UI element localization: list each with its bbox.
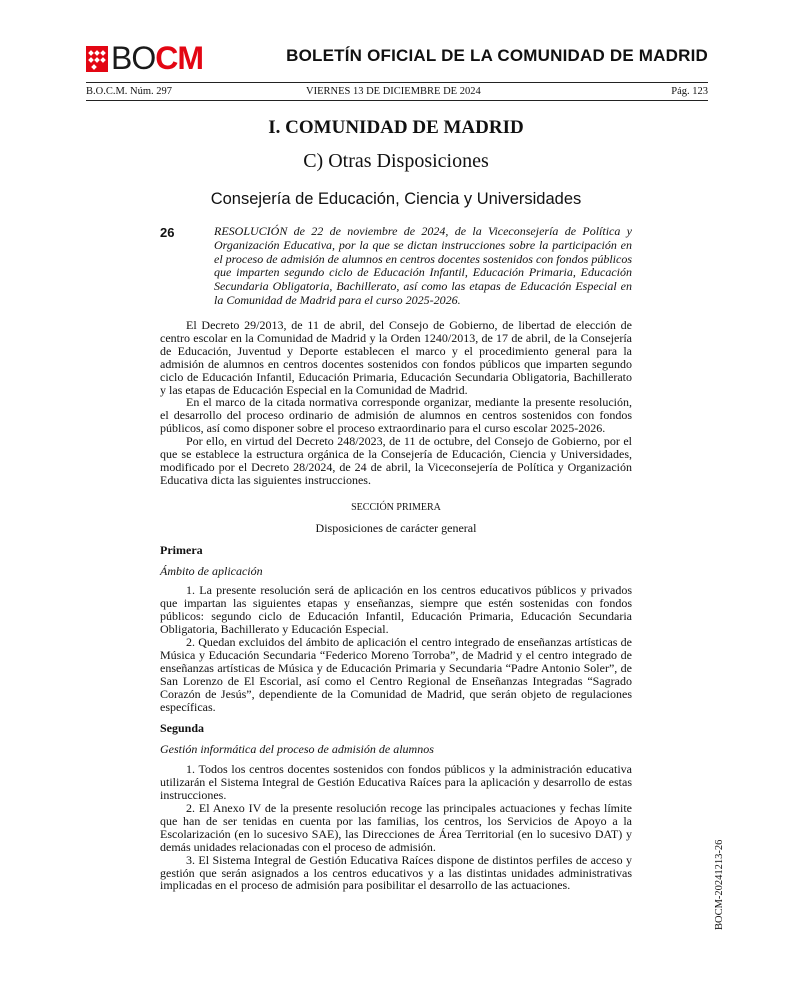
department-heading: Consejería de Educación, Ciencia y Universidades bbox=[210, 190, 582, 208]
section-heading: I. COMUNIDAD DE MADRID bbox=[268, 117, 524, 138]
section-title: Disposiciones de carácter general bbox=[315, 520, 477, 535]
resolution-summary: RESOLUCIÓN de 22 de noviembre de 2024, de la Viceconsejería de Política y Organización Educativa, por la que se dictan instrucciones sobre la participación en el proceso de admisión de alumnos en centros docentes sostenidos con fondos públicos que imparten segundo ciclo de Educación Infantil, Educación Primaria, Educación Secundaria Obligatoria, Bachillerato, así como las etapas de Educación Especial en la Comunidad de Madrid para el curso 2025-2026. bbox=[214, 224, 632, 307]
subsection-heading: C) Otras Disposiciones bbox=[303, 150, 489, 172]
section-label: SECCIÓN PRIMERA bbox=[351, 501, 441, 513]
publication-title: BOLETÍN OFICIAL DE LA COMUNIDAD DE MADRID bbox=[286, 46, 708, 65]
article-paragraph: 1. La presente resolución será de aplicación en los centros educativos públicos y privados que impartan las siguientes etapas y enseñanzas, siempre que estén sostenidas con fondos públicos: segundo ciclo de Educación Infantil, Educación Primaria, Educación Secundaria Obligatoria, Bachillerato y Educación Especial. bbox=[160, 583, 632, 637]
article-heading: Primera bbox=[160, 542, 203, 557]
article-heading: Segunda bbox=[160, 721, 205, 736]
bocm-logo bbox=[86, 40, 216, 76]
article-paragraph: 2. Quedan excluidos del ámbito de aplicación el centro integrado de enseñanzas artísticas de Música y Educación Secundaria “Federico Moreno Torroba”, de Madrid y el centro integrado de enseñanzas artísticas de Música y de Educación Primaria y Secundaria “Padre Antonio Soler”, de San Lorenzo de El Escorial, así como el Centro Regional de Enseñanzas Integradas “Sagrado Corazón de Jesús”, dependiente de la Comunidad de Madrid, que serán objeto de regulaciones específicas. bbox=[160, 635, 632, 714]
article-subheading: Ámbito de aplicación bbox=[160, 563, 263, 578]
issue-date: VIERNES 13 DE DICIEMBRE DE 2024 bbox=[306, 86, 481, 97]
issue-number: B.O.C.M. Núm. 297 bbox=[86, 86, 173, 97]
header-rule-top bbox=[86, 82, 708, 83]
page-number: Pág. 123 bbox=[671, 86, 708, 97]
resolution-number: 26 bbox=[160, 225, 175, 240]
masthead bbox=[86, 40, 708, 80]
preamble-paragraph: Por ello, en virtud del Decreto 248/2023, de 11 de octubre, del Consejo de Gobierno, por el que se establece la estructura orgánica de la Consejería de Educación, Ciencia y Universidades, modificado por el Decreto 28/2024, de 24 de abril, la Viceconsejería de Política y Organización Educativa dicta las siguientes instrucciones. bbox=[160, 434, 632, 487]
document-body bbox=[160, 319, 632, 892]
preamble-paragraph: El Decreto 29/2013, de 11 de abril, del Consejo de Gobierno, de libertad de elección de centro escolar en la Comunidad de Madrid y la Orden 1240/2013, de 17 de abril, de la Consejería de Educación, Juventud y Deporte establecen el marco y el procedimiento general para la admisión de alumnos en centros docentes sostenidos con fondos públicos que imparten segundo ciclo de Educación Infantil, Educación Primaria, Educación Secundaria Obligatoria, Bachillerato y las etapas de Educación Especial en la Comunidad de Madrid. bbox=[160, 318, 632, 397]
header-rule-bottom bbox=[86, 100, 708, 101]
logo-text: BOCM bbox=[111, 40, 203, 76]
preamble-paragraph: En el marco de la citada normativa corresponde organizar, mediante la presente resolución, el desarrollo del proceso ordinario de admisión de alumnos en centros sostenidos con fondos públicos, así como disponer sobre el proceso extraordinario para el curso escolar 2025-2026. bbox=[160, 395, 632, 436]
article-paragraph: 1. Todos los centros docentes sostenidos con fondos públicos y la administración educativa utilizarán el Sistema Integral de Gestión Educativa Raíces para la aplicación y desarrollo de estas instrucciones. bbox=[160, 762, 632, 803]
madrid-stars-icon bbox=[86, 46, 108, 72]
bocm-reference-code: BOCM-20241213-26 bbox=[714, 839, 725, 930]
article-paragraph: 2. El Anexo IV de la presente resolución recoge las principales actuaciones y fechas límite que han de ser tenidas en cuenta por las familias, los centros, los Servicios de Apoyo a la Escolarización (en lo sucesivo SAE), las Direcciones de Área Territorial (en lo sucesivo DAT) y demás unidades relacionadas con el proceso de admisión. bbox=[160, 801, 632, 854]
article-paragraph: 3. El Sistema Integral de Gestión Educativa Raíces dispone de distintos perfiles de acceso y gestión que serán asignados a los centros educativos y a las distintas unidades administrativas implicadas en el proceso de admisión para posibilitar el desarrollo de las actuaciones. bbox=[160, 852, 632, 893]
article-subheading: Gestión informática del proceso de admisión de alumnos bbox=[160, 742, 434, 757]
